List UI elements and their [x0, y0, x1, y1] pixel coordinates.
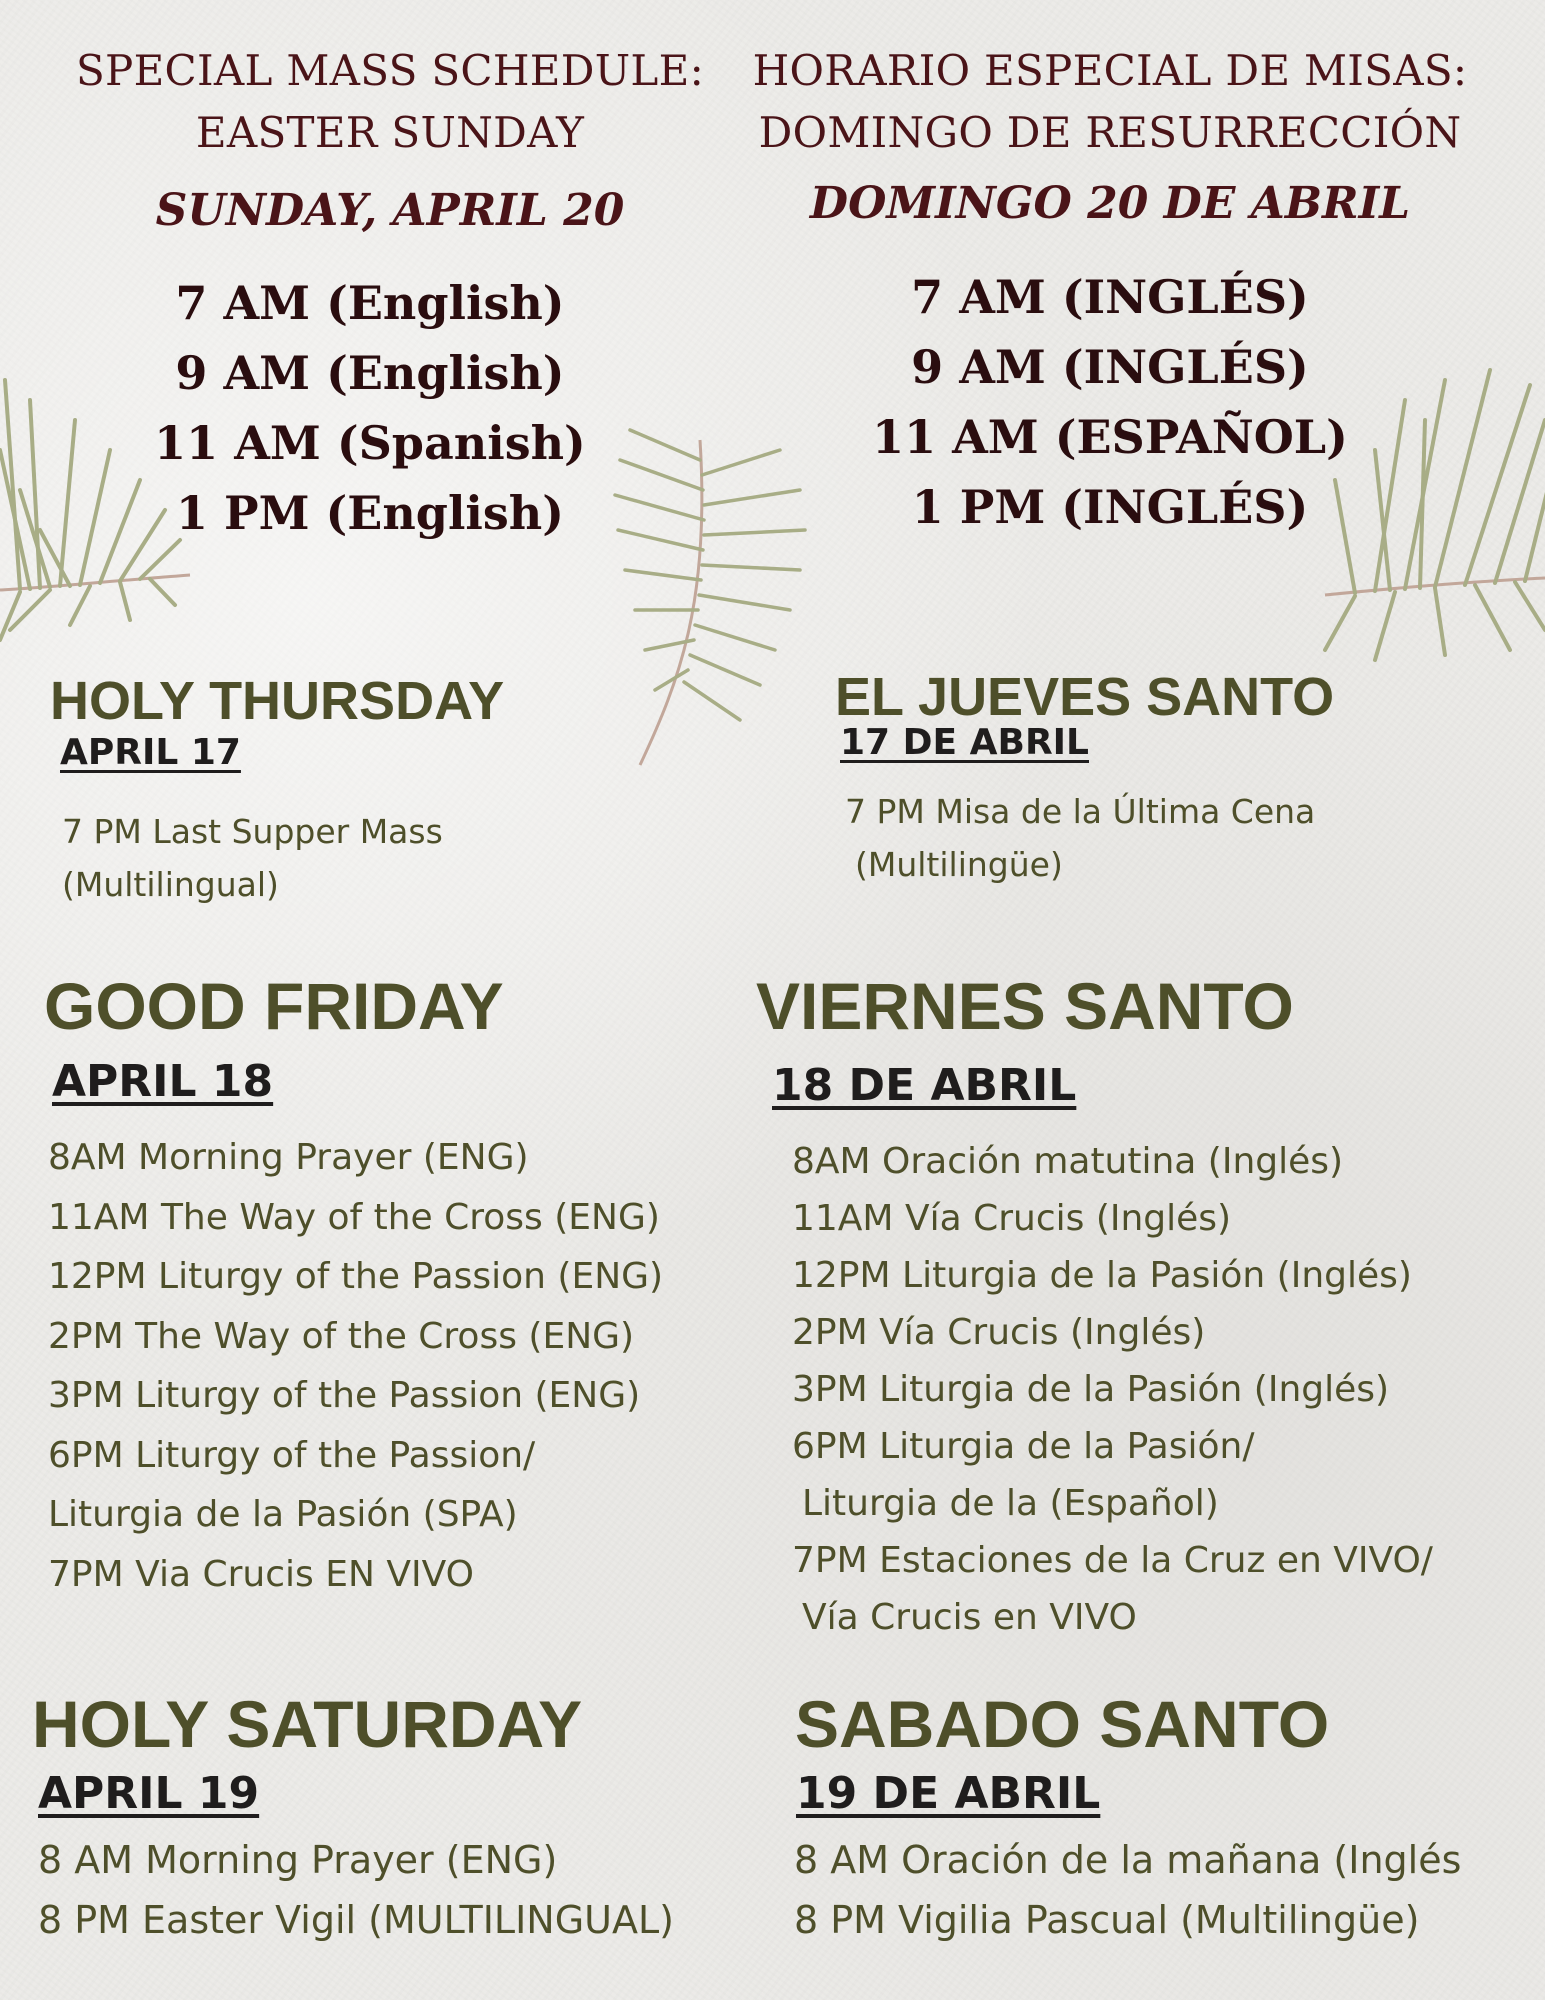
viernes-santo-line: 3PM Liturgia de la Pasión (Inglés) — [792, 1369, 1390, 1410]
viernes-santo-date: 18 DE ABRIL — [772, 1060, 1077, 1111]
easter-en-time: 11 AM (Spanish) — [154, 416, 586, 470]
easter-es-time: 9 AM (INGLÉS) — [911, 340, 1309, 394]
holy-saturday-date: APRIL 19 — [38, 1768, 260, 1819]
good-friday-line: 3PM Liturgy of the Passion (ENG) — [48, 1375, 641, 1416]
easter-en-block — [40, 40, 740, 164]
viernes-santo-line: 6PM Liturgia de la Pasión/ — [792, 1426, 1255, 1467]
viernes-santo-lines — [792, 1133, 1433, 1646]
holy-saturday-line: 8 AM Morning Prayer (ENG) — [38, 1838, 558, 1882]
viernes-santo-line: Vía Crucis en VIVO — [802, 1597, 1137, 1638]
easter-en-time: 9 AM (English) — [175, 346, 565, 400]
good-friday-date: APRIL 18 — [52, 1056, 274, 1107]
easter-es-title-line1: HORARIO ESPECIAL DE MISAS: — [752, 46, 1468, 95]
jueves-santo-line: 7 PM Misa de la Última Cena — [845, 792, 1316, 831]
viernes-santo-heading: VIERNES SANTO — [756, 969, 1294, 1043]
good-friday-line: 11AM The Way of the Cross (ENG) — [48, 1196, 660, 1238]
holy-saturday-heading: HOLY SATURDAY — [32, 1687, 583, 1761]
good-friday-line: 6PM Liturgy of the Passion/ — [48, 1434, 536, 1476]
sabado-santo-lines — [794, 1830, 1539, 1950]
good-friday-line: 8AM Morning Prayer (ENG) — [48, 1137, 529, 1178]
jueves-santo-lines — [845, 785, 1315, 891]
easter-es-time: 1 PM (INGLÉS) — [911, 480, 1309, 534]
easter-es-time: 7 AM (INGLÉS) — [911, 270, 1309, 324]
holy-thursday-line: 7 PM Last Supper Mass — [62, 812, 443, 851]
viernes-santo-line: 8AM Oración matutina (Inglés) — [792, 1141, 1344, 1182]
holy-thursday-line: (Multilingual) — [62, 865, 279, 904]
viernes-santo-line: 2PM Vía Crucis (Inglés) — [792, 1312, 1206, 1353]
easter-es-date: DOMINGO 20 DE ABRIL — [809, 178, 1411, 229]
viernes-santo-line: 11AM Vía Crucis (Inglés) — [792, 1198, 1232, 1239]
jueves-santo-heading: EL JUEVES SANTO — [835, 667, 1335, 727]
good-friday-line: Liturgia de la Pasión (SPA) — [48, 1494, 518, 1535]
good-friday-heading: GOOD FRIDAY — [44, 969, 504, 1043]
holy-saturday-line: 8 PM Easter Vigil (MULTILINGUAL) — [38, 1898, 674, 1942]
sabado-santo-date: 19 DE ABRIL — [796, 1768, 1101, 1819]
easter-en-times — [40, 268, 700, 548]
easter-es-block — [730, 40, 1490, 164]
jueves-santo-date: 17 DE ABRIL — [840, 722, 1089, 763]
good-friday-lines — [48, 1128, 663, 1604]
sabado-santo-heading: SABADO SANTO — [795, 1687, 1330, 1761]
easter-en-date: SUNDAY, APRIL 20 — [155, 185, 625, 236]
viernes-santo-line: 7PM Estaciones de la Cruz en VIVO/ — [792, 1540, 1433, 1581]
holy-saturday-lines — [38, 1830, 674, 1950]
easter-es-times — [760, 262, 1460, 542]
easter-en-time: 7 AM (English) — [175, 276, 565, 330]
jueves-santo-line: (Multilingüe) — [855, 845, 1063, 884]
sabado-santo-line: 8 AM Oración de la mañana (Inglés — [794, 1838, 1462, 1882]
easter-en-title-line2: EASTER SUNDAY — [195, 108, 585, 157]
holy-thursday-date: APRIL 17 — [60, 732, 241, 773]
viernes-santo-line: 12PM Liturgia de la Pasión (Inglés) — [792, 1255, 1412, 1296]
good-friday-line: 2PM The Way of the Cross (ENG) — [48, 1315, 635, 1357]
easter-en-time: 1 PM (English) — [175, 486, 565, 540]
holy-thursday-heading: HOLY THURSDAY — [50, 671, 505, 731]
holy-thursday-lines — [62, 805, 443, 911]
sabado-santo-line: 8 PM Vigilia Pascual (Multilingüe) — [794, 1898, 1420, 1942]
viernes-santo-line: Liturgia de la (Español) — [802, 1483, 1219, 1524]
good-friday-line: 7PM Via Crucis EN VIVO — [48, 1553, 474, 1595]
easter-es-time: 11 AM (ESPAÑOL) — [872, 410, 1348, 464]
good-friday-line: 12PM Liturgy of the Passion (ENG) — [48, 1256, 664, 1297]
easter-en-title-line1: SPECIAL MASS SCHEDULE: — [75, 46, 705, 95]
easter-es-title-line2: DOMINGO DE RESURRECCIÓN — [758, 108, 1462, 157]
